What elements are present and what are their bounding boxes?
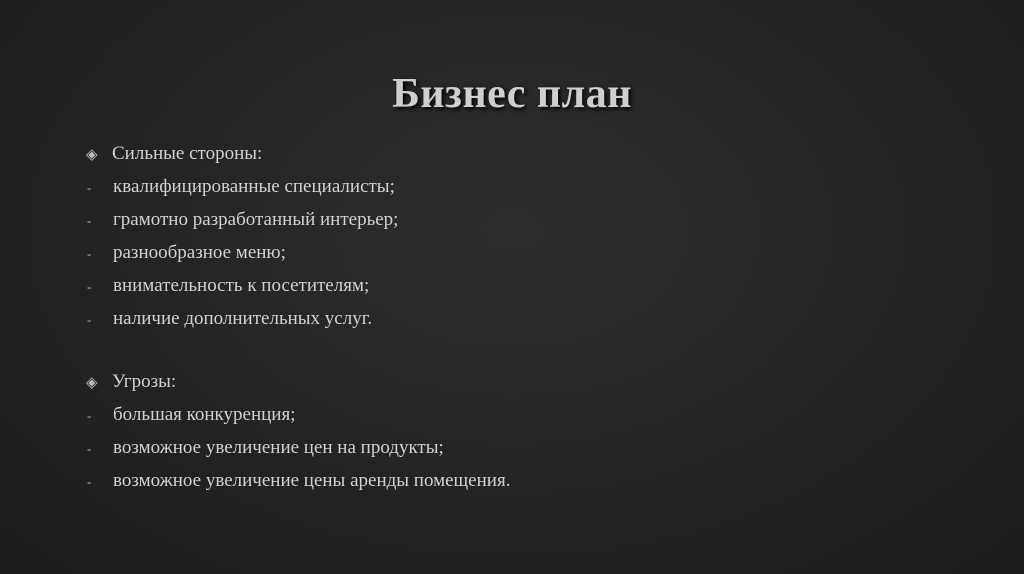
list-item-text: внимательность к посетителям; bbox=[113, 275, 370, 296]
dash-bullet-icon: - bbox=[87, 312, 92, 327]
dash-bullet-icon: - bbox=[87, 279, 92, 294]
slide-title: Бизнес план bbox=[392, 71, 632, 117]
list-item bbox=[86, 308, 966, 341]
list-item-text: наличие дополнительных услуг. bbox=[113, 308, 373, 329]
list-item-text: разнообразное меню; bbox=[113, 242, 286, 263]
diamond-bullet-icon: ◈ bbox=[86, 147, 98, 163]
dash-bullet-icon: - bbox=[87, 180, 92, 195]
dash-bullet-icon: - bbox=[87, 474, 92, 489]
list-item bbox=[86, 209, 966, 242]
dash-bullet-icon: - bbox=[87, 441, 92, 456]
section-heading-text: Сильные стороны: bbox=[112, 143, 263, 164]
list-item bbox=[86, 242, 966, 275]
list-item-text: грамотно разработанный интерьер; bbox=[113, 209, 399, 230]
list-item-text: возможное увеличение цен на продукты; bbox=[113, 437, 444, 458]
list-item bbox=[86, 437, 966, 470]
dash-bullet-icon: - bbox=[87, 408, 92, 423]
section-heading-threats bbox=[86, 371, 966, 404]
dash-bullet-icon: - bbox=[87, 246, 92, 261]
section-spacer bbox=[86, 341, 966, 371]
list-item-text: квалифицированные специалисты; bbox=[113, 176, 395, 197]
dash-bullet-icon: - bbox=[87, 213, 92, 228]
section-heading-strengths bbox=[86, 143, 966, 176]
list-item bbox=[86, 176, 966, 209]
list-item bbox=[86, 275, 966, 308]
section-heading-text: Угрозы: bbox=[112, 371, 177, 392]
diamond-bullet-icon: ◈ bbox=[86, 375, 98, 391]
list-item-text: возможное увеличение цены аренды помещения. bbox=[113, 470, 511, 491]
slide-content bbox=[86, 143, 966, 503]
list-item bbox=[86, 404, 966, 437]
list-item bbox=[86, 470, 966, 503]
list-item-text: большая конкуренция; bbox=[113, 404, 296, 425]
